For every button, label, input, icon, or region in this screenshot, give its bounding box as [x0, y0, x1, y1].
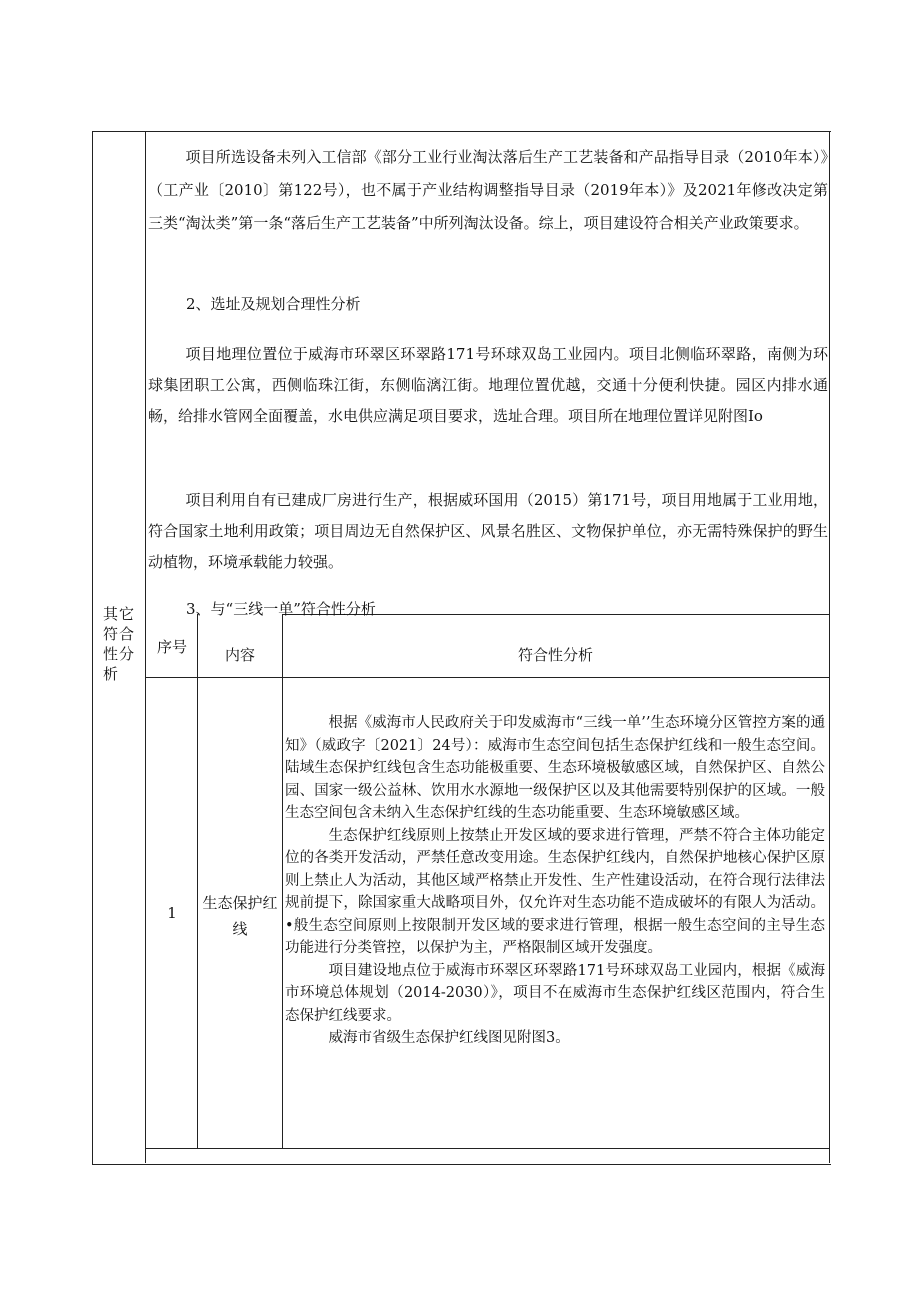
row-1-content: 生态保护红线 — [202, 894, 278, 938]
section2-heading: 2、选址及规划合理性分析 — [186, 295, 361, 313]
right-border — [829, 131, 830, 1163]
header-analysis: 符合性分析 — [517, 646, 593, 664]
label-column-divider — [145, 131, 146, 1163]
section3-heading: 3、与“三线一单”符合性分析 — [186, 600, 376, 618]
analysis-paragraph: 生态保护红线原则上按禁止开发区域的要求进行管理，严禁不符合主体功能定位的各类开发活动，严禁任意改变用途。生态保护红线内，自然保护地核心保护区原则上禁止人为活动，其他区域严格禁止开发性、生产性建设活动，在符合现行法律法规前提下，除国家重大战略项目外，仅允许对生态功能不造成破坏的有限人为活动。•般生态空间原则上按限制开发区域的要求进行管理，根据一般生态空间的主导生态功能进行分类管控，以保护为主，严格限制区域开发强度。 — [285, 827, 825, 956]
header-bottom-line — [145, 677, 829, 678]
row-1-analysis — [285, 712, 825, 1050]
left-column-label: 其它符合性分析 — [103, 605, 136, 683]
intro-paragraph: 项目所选设备未列入工信部《部分工业行业淘汰落后生产工艺装备和产品指导目录（2010年本）》（工产业〔2010〕第122号），也不属于产业结构调整指导目录（2019年本）》及2021年修改决定第三类“淘汰类”第一条“落后生产工艺装备”中所列淘汰设备。综上，项目建设符合相关产业政策要求。 — [148, 148, 828, 232]
analysis-paragraph: 项目建设地点位于威海市环翠区环翠路171号环球双岛工业园内，根据《威海市环境总体规划（2014-2030）》，项目不在威海市生态保护红线区范围内，符合生态保护红线要求。 — [285, 962, 825, 1024]
col-divider-no — [197, 614, 198, 1148]
row-bottom-line — [145, 1148, 829, 1149]
section2-paragraph-2: 项目利用自有已建成厂房进行生产，根据威环国用（2015）第171号，项目用地属于工业用地，符合国家土地利用政策；项目周边无自然保护区、风景名胜区、文物保护单位，亦无需特殊保护的野生动植物，环境承载能力较强。 — [148, 491, 828, 571]
section2-paragraph-1: 项目地理位置位于威海市环翠区环翠路171号环球双岛工业园内。项目北侧临环翠路，南侧为环球集团职工公寓，西侧临珠江街，东侧临漓江街。地理位置优越，交通十分便利快捷。园区内排水通畅，给排水管网全面覆盖，水电供应满足项目要求，选址合理。项目所在地理位置详见附图Io — [148, 345, 828, 425]
analysis-paragraph: 根据《威海市人民政府关于印发威海市“三线一单’’生态环境分区管控方案的通知》（威政字〔2021〕24号）：威海市生态空间包括生态保护红线和一般生态空间。陆域生态保护红线包含生态功能极重要、生态环境极敏感区域，自然保护区、自然公园、国家一级公益林、饮用水水源地一级保护区以及其他需要特别保护的区域。一般生态空间包含未纳入生态保护红线的生态功能重要、生态环境敏感区域。 — [285, 715, 825, 821]
analysis-paragraph: 威海市省级生态保护红线图见附图3。 — [328, 1030, 570, 1046]
col-divider-content — [282, 614, 283, 1148]
header-content: 内容 — [224, 646, 255, 664]
row-1-no: 1 — [167, 904, 177, 922]
header-no: 序号 — [156, 638, 187, 656]
